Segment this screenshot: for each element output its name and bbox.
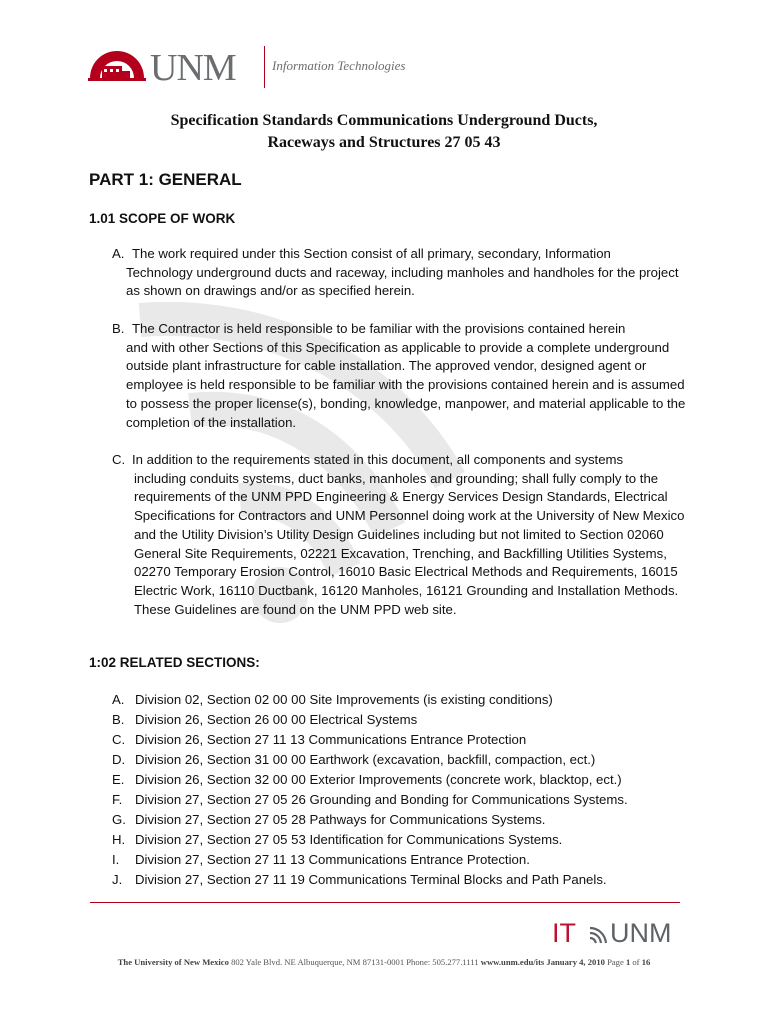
list-item-label: H. [112,831,126,847]
list-item-text: Division 26, Section 27 11 13 Communications Entrance Protection [135,731,527,747]
list-item-text: Division 27, Section 27 05 28 Pathways for Communications Systems. [135,811,546,827]
scope-heading: 1.01 SCOPE OF WORK [89,211,236,226]
list-item-text: Division 26, Section 31 00 00 Earthwork (excavation, backfill, compaction, ect.) [135,751,596,767]
paragraph-label: B. [112,321,125,336]
footer-page-number: 1 [625,957,631,967]
list-item-label: D. [112,751,126,767]
list-item-label: F. [112,791,123,807]
footer-address: 802 Yale Blvd. NE Albuquerque, NM 87131-0001 Phone: 505.277.1111 [228,957,481,967]
list-item-text: Division 26, Section 32 00 00 Exterior Improvements (concrete work, blacktop, ect.) [135,771,622,787]
paragraph-text: including conduits systems, duct banks, manholes and grounding; shall fully comply to the requirements of the UNM PPD Engineering & Energy Services Design Standards, Electrical Specifications for Contractors and UNM Personnel doing work at the University of New Mexico and the Utility Division’s Utility Design Guidelines including but not limited to Section 02060 General Site Requirements, 02221 Excavation, Trenching, and Backfilling Utilities Systems, 02270 Temporary Erosion Control, 16010 Basic Electrical Methods and Requirements, 16015 Electric Work, 16110 Ductbank, 16120 Manholes, 16121 Grounding and Installation Methods. These Guidelines are found on the UNM PPD web site. [134,470,685,617]
footer-of-word: of [630,957,642,967]
list-item [112,830,712,850]
list-item-text: Division 27, Section 27 11 13 Communications Entrance Protection. [135,851,530,867]
list-item [112,810,712,830]
list-item-label: A. [112,692,125,707]
list-item-label: B. [112,711,125,727]
list-item-text: Division 27, Section 27 11 19 Communications Terminal Blocks and Path Panels. [135,871,607,887]
unm-logo-text: UNM [150,47,236,89]
unm-it-logo [88,42,428,94]
scope-paragraph-c [112,451,692,619]
paragraph-text: and with other Sections of this Specification as applicable to provide a complete underground outside plant infrastructure for cable installation. The approved vendor, designed agent or employee is held responsible to be familiar with the provisions contained herein and is assumed to possess the proper license(s), bonding, knowledge, manpower, and material applicable to the completion of the installation. [126,339,686,430]
list-item [112,750,712,770]
list-item-label: J. [112,871,123,887]
signal-wave-icon [588,925,610,945]
scope-paragraph-a [112,245,692,301]
document-title [0,110,768,154]
list-item-label: C. [112,731,126,747]
list-item [112,870,712,890]
list-item [112,790,712,810]
unm-sun-logo-icon [88,44,146,84]
part-heading: PART 1: GENERAL [89,170,242,189]
list-item [112,850,712,870]
list-item-text: Division 27, Section 27 05 26 Grounding and Bonding for Communications Systems. [135,791,628,807]
list-item [112,730,712,750]
paragraph-text: In addition to the requirements stated in this document, all components and systems [132,452,624,467]
list-item-label: G. [112,811,126,827]
related-heading: 1:02 RELATED SECTIONS: [89,655,260,670]
footer-info [0,957,768,967]
footer-page-total: 16 [641,957,651,967]
paragraph-text: The Contractor is held responsible to be familiar with the provisions contained herein [132,321,626,336]
scope-paragraph-b [112,320,692,432]
paragraph-text: Technology underground ducts and raceway, including manholes and handholes for the project as shown on drawings and/or as specified herein. [126,264,679,299]
paragraph-label: C. [112,452,126,467]
footer-org: The University of New Mexico [117,957,229,967]
list-item-label: I. [112,851,120,867]
footer-url[interactable]: www.unm.edu/its [480,957,545,967]
related-sections-list [112,690,712,890]
footer-logo-unm: UNM [610,918,672,948]
list-item-text: Division 27, Section 27 05 53 Identification for Communications Systems. [135,831,563,847]
logo-divider [264,46,265,88]
list-item-text: Division 26, Section 26 00 00 Electrical Systems [135,711,418,727]
paragraph-text: The work required under this Section consist of all primary, secondary, Information [132,246,611,261]
title-line-2: Raceways and Structures 27 05 43 [267,134,501,151]
footer-divider [90,902,680,903]
list-item [112,690,712,710]
list-item-label: E. [112,771,125,787]
list-item-text: Division 02, Section 02 00 00 Site Improvements (is existing conditions) [135,692,553,707]
footer-page-word: Page [607,957,626,967]
footer-logo-it: IT [552,918,576,948]
footer-date: January 4, 2010 [544,957,608,967]
it-unm-footer-logo [552,918,672,948]
department-name: Information Technologies [272,58,406,73]
list-item [112,710,712,730]
title-line-1: Specification Standards Communications Underground Ducts, [170,112,598,129]
paragraph-label: A. [112,246,125,261]
list-item [112,770,712,790]
